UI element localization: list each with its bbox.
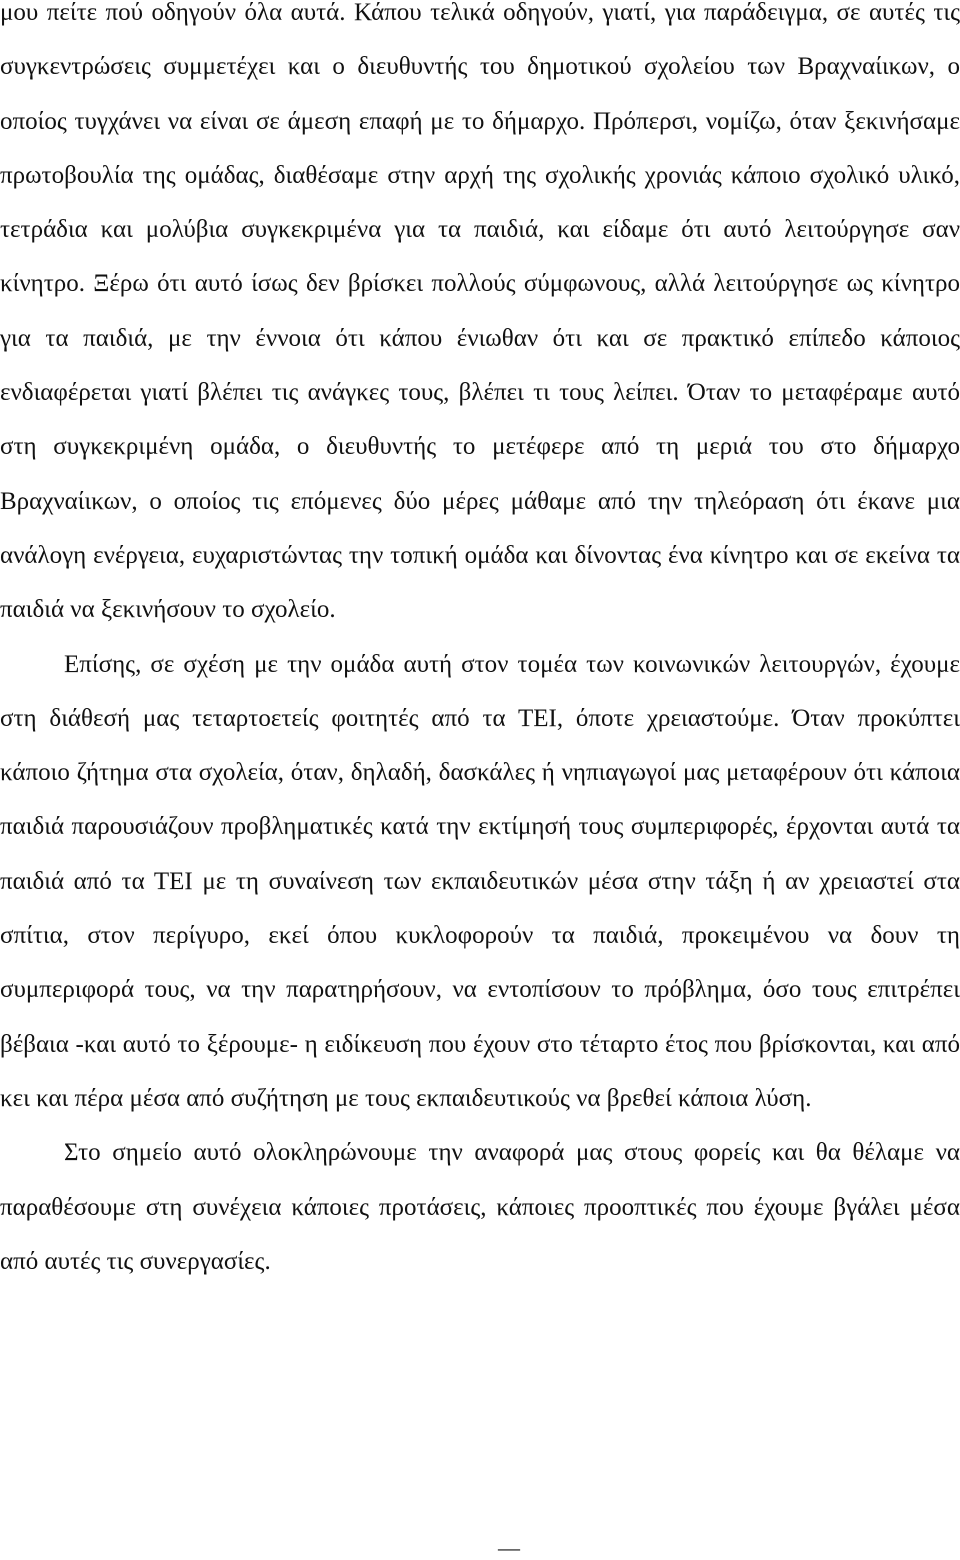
page-number-mark: — bbox=[498, 1535, 521, 1560]
paragraph-2: Επίσης, σε σχέση με την ομάδα αυτή στον τομέα των κοινωνικών λειτουργών, έχουμε στη διάθεσή μας τεταρτοετείς φοιτητές από τα ΤΕΙ, όποτε χρειαστούμε. Όταν προκύπτει κάποιο ζήτημα στα σχολεία, όταν, δηλαδή, δασκάλες ή νηπιαγωγοί μας μεταφέρουν ότι κάποια παιδιά παρουσιάζουν προβληματικές κατά την εκτίμησή τους συμπεριφορές, έρχονται αυτά τα παιδιά από τα ΤΕΙ με τη συναίνεση των εκπαιδευτικών μέσα στην τάξη ή αν χρειαστεί στα σπίτια, στον περίγυρο, εκεί όπου κυκλοφορούν τα παιδιά, προκειμένου να δουν τη συμπεριφορά τους, να την παρατηρήσουν, να εντοπίσουν το πρόβλημα, όσο τους επιτρέπει βέβαια -και αυτό το ξέρουμε- η ειδίκευση που έχουν στο τέταρτο έτος που βρίσκονται, και από κει και πέρα μέσα από συζήτηση με τους εκπαιδευτικούς να βρεθεί κάποια λύση. bbox=[0, 650, 960, 1112]
paragraph-1: μου πείτε πού οδηγούν όλα αυτά. Κάπου τελικά οδηγούν, γιατί, για παράδειγμα, σε αυτές τις συγκεντρώσεις συμμετέχει και ο διευθυντής του δημοτικού σχολείου των Βραχναίικων, ο οποίος τυγχάνει να είναι σε άμεση επαφή με το δήμαρχο. Πρόπερσι, νομίζω, όταν ξεκινήσαμε πρωτοβουλία της ομάδας, διαθέσαμε στην αρχή της σχολικής χρονιάς κάποιο σχολικό υλικό, τετράδια και μολύβια συγκεκριμένα για τα παιδιά, και είδαμε ότι αυτό λειτούργησε σαν κίνητρο. Ξέρω ότι αυτό ίσως δεν βρίσκει πολλούς σύμφωνους, αλλά λειτούργησε ως κίνητρο για τα παιδιά, με την έννοια ότι κάπου ένιωθαν ότι και σε πρακτικό επίπεδο κάποιος ενδιαφέρεται γιατί βλέπει τις ανάγκες τους, βλέπει τι τους λείπει. Όταν το μεταφέραμε αυτό στη συγκεκριμένη ομάδα, ο διευθυντής το μετέφερε από τη μεριά του στο δήμαρχο Βραχναίικων, ο οποίος τις επόμενες δύο μέρες μάθαμε από την τηλεόραση ότι έκανε μια ανάλογη ενέργεια, ευχαριστώντας την τοπική ομάδα και δίνοντας ένα κίνητρο και σε εκείνα τα παιδιά να ξεκινήσουν το σχολείο. bbox=[0, 0, 960, 624]
paragraph-3: Στο σημείο αυτό ολοκληρώνουμε την αναφορά μας στους φορείς και θα θέλαμε να παραθέσουμε στη συνέχεια κάποιες προτάσεις, κάποιες προοπτικές που έχουμε βγάλει μέσα από αυτές τις συνεργασίες. bbox=[0, 1139, 960, 1275]
